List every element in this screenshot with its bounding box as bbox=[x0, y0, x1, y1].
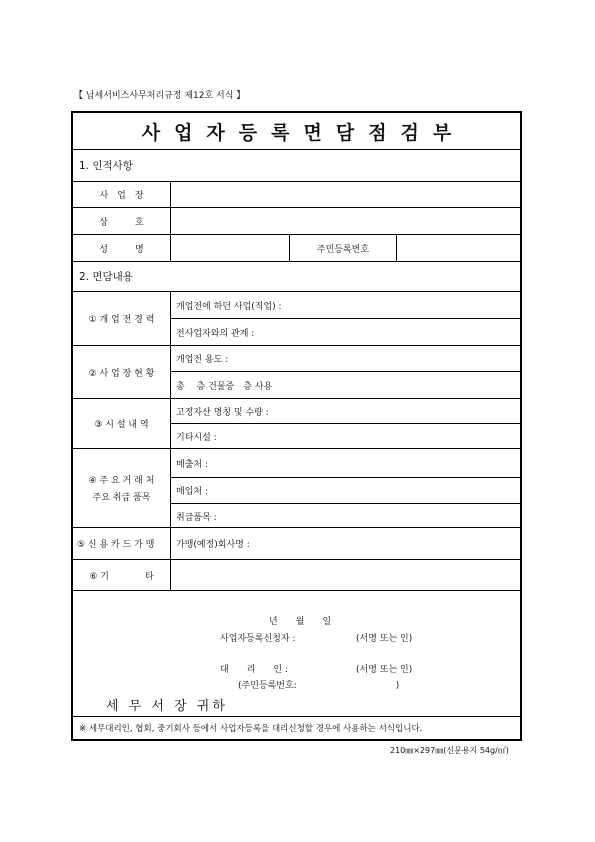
trade-name-field[interactable] bbox=[171, 208, 520, 234]
purchase-partner-field[interactable]: 매입처 : bbox=[171, 478, 520, 504]
item-facilities bbox=[73, 399, 520, 449]
prior-business-field[interactable]: 개업전에 하던 사업(직업) : bbox=[171, 292, 520, 319]
card-company-field[interactable]: 가맹(예정)회사명 : bbox=[176, 540, 250, 550]
form-number-note: 【 납세서비스사무처리규정 제12호 서식 】 bbox=[74, 91, 246, 101]
name-label: 성 명 bbox=[73, 235, 171, 261]
relation-previous-owner-field[interactable]: 전사업자와의 관계 : bbox=[176, 329, 255, 339]
name-field[interactable] bbox=[171, 235, 290, 261]
date-line: 년 월 일 bbox=[269, 617, 332, 627]
sales-partner-field[interactable]: 매출처 : bbox=[171, 449, 520, 478]
resident-id-field[interactable] bbox=[397, 235, 520, 261]
section-interview-heading: 2. 면담내용 bbox=[73, 262, 520, 292]
agent-signature[interactable]: (서명 또는 인) bbox=[356, 665, 413, 675]
trade-partners-label bbox=[73, 449, 171, 527]
trade-partners-label-line1: ④ 주 요 거 래 처 bbox=[88, 476, 155, 486]
agent-label: 대 리 인 : bbox=[220, 665, 288, 675]
other-field[interactable] bbox=[171, 560, 520, 590]
business-place-label: 사 업 장 bbox=[73, 182, 171, 207]
section-personal-info-heading: 1. 인적사항 bbox=[73, 150, 520, 182]
building-floor-field[interactable]: 총 층 건물중 층 사용 bbox=[176, 382, 273, 392]
resident-id-label: 주민등록번호 bbox=[290, 235, 397, 261]
item-other bbox=[73, 560, 520, 591]
fixed-assets-field[interactable]: 고정자산 명칭 및 수량 : bbox=[171, 399, 520, 424]
row-name bbox=[73, 235, 520, 262]
applicant-signature[interactable]: (서명 또는 인) bbox=[356, 634, 413, 644]
applicant-label: 사업자등록신청자 : bbox=[220, 634, 296, 644]
other-facilities-field[interactable]: 기타시설 : bbox=[176, 433, 217, 443]
addressee: 세 무 서 장 귀하 bbox=[106, 699, 228, 714]
items-handled-field[interactable]: 취급품목 : bbox=[176, 512, 217, 523]
facilities-label: ③ 시 설 내 역 bbox=[73, 399, 171, 448]
signature-block bbox=[73, 591, 520, 717]
business-status-label: ② 사 업 장 현 황 bbox=[73, 346, 171, 398]
interview-form bbox=[71, 111, 522, 741]
credit-card-label: ⑤ 신 용 카 드 가 맹 bbox=[73, 528, 171, 559]
item-business-status bbox=[73, 346, 520, 399]
trade-name-label: 상 호 bbox=[73, 208, 171, 234]
item-main-trade-partners bbox=[73, 449, 520, 528]
prior-use-field[interactable]: 개업전 용도 : bbox=[171, 346, 520, 372]
item-prior-career bbox=[73, 292, 520, 346]
row-business-place bbox=[73, 182, 520, 208]
item-credit-card bbox=[73, 528, 520, 560]
paper-spec: 210㎜×297㎜(신문용지 54g/㎡) bbox=[390, 746, 509, 755]
other-label: ⑥ 기 타 bbox=[73, 560, 171, 590]
business-place-field[interactable] bbox=[171, 182, 520, 207]
row-trade-name bbox=[73, 208, 520, 235]
agent-resident-id[interactable]: (주민등록번호: ) bbox=[238, 681, 400, 691]
trade-partners-label-line2: 주요 취급 품목 bbox=[92, 493, 151, 503]
usage-note: ※ 세무대리인, 협회, 중기회사 등에서 사업자등록을 대리신청할 경우에 사용하는 서식입니다. bbox=[79, 724, 423, 734]
form-title: 사업자등록면담점검부 bbox=[73, 113, 520, 150]
prior-career-label: ① 개 업 전 경 력 bbox=[73, 292, 171, 345]
